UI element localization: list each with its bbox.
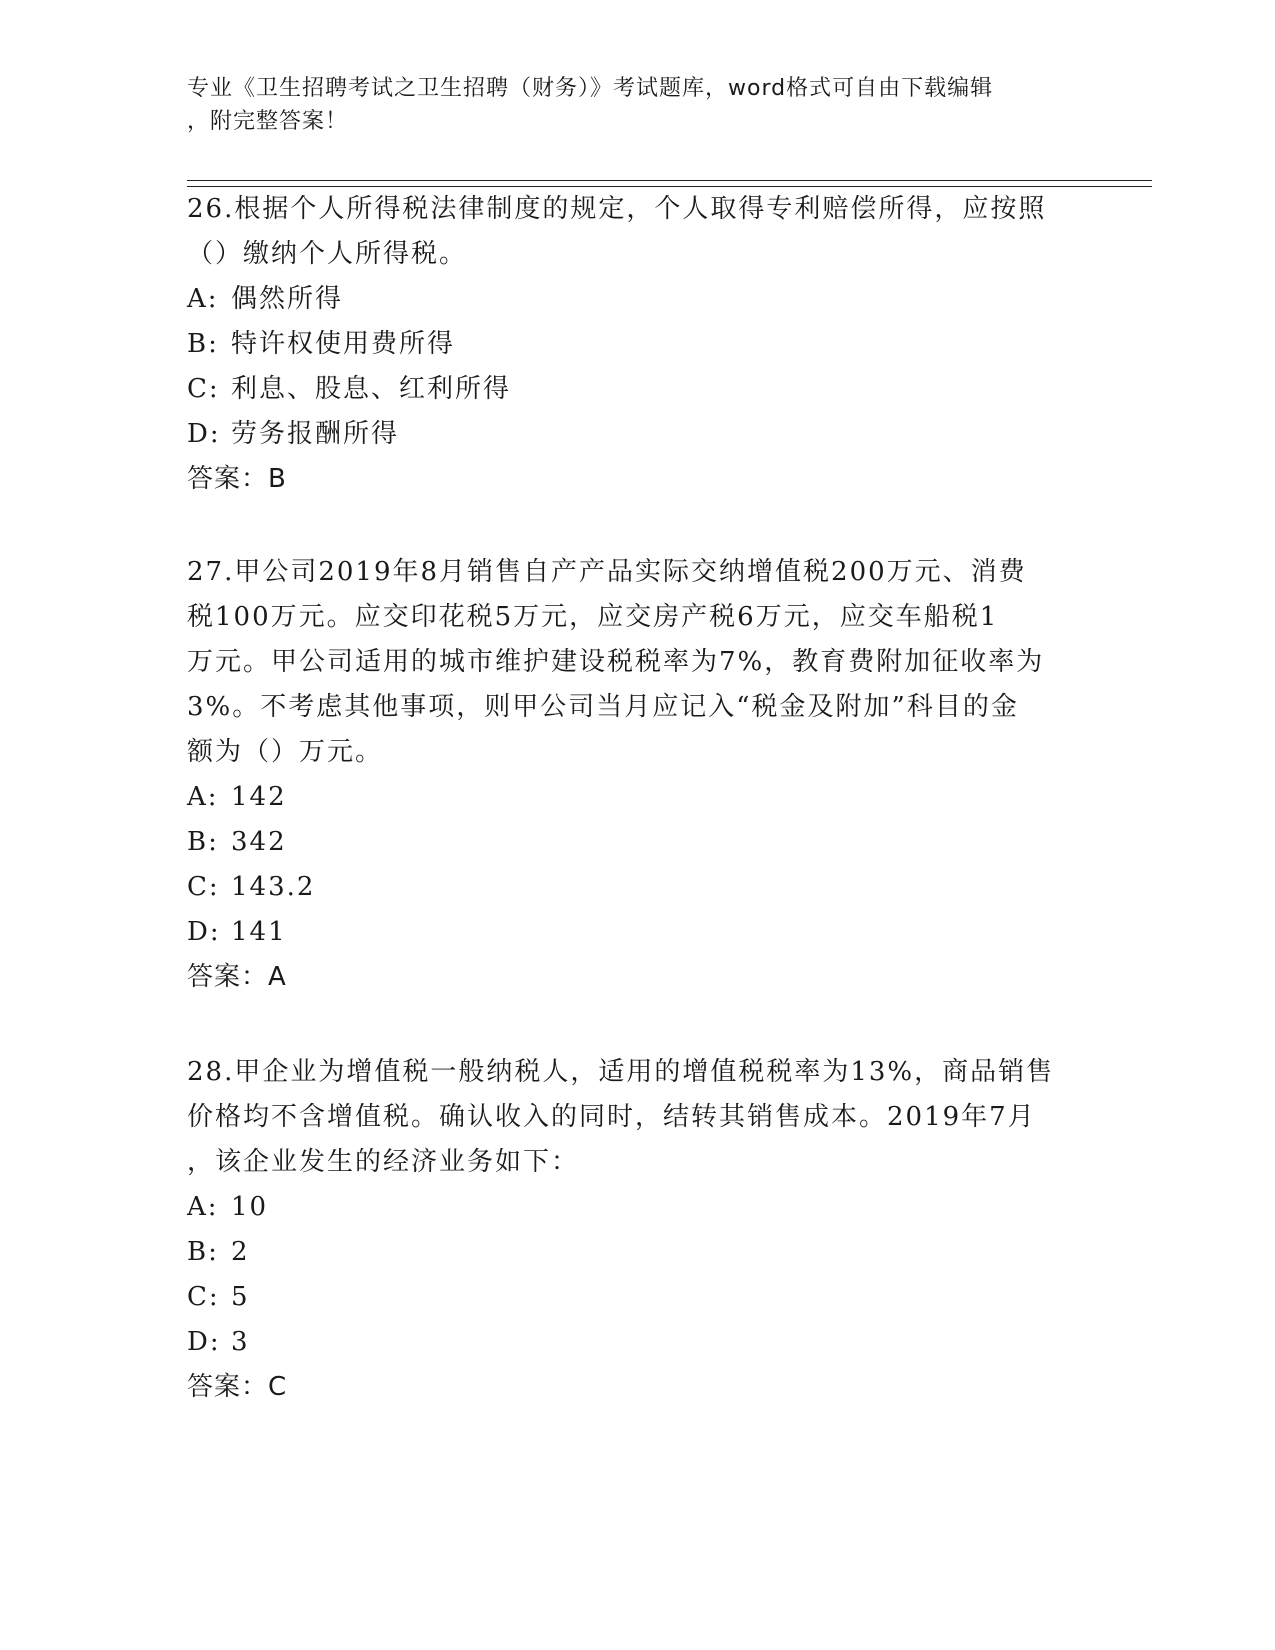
answer: 答案：C [187,1372,288,1402]
option-letter: D: [187,917,221,947]
option-d [187,1320,1067,1365]
option-d [187,412,1067,457]
question-text [187,187,1067,277]
option-letter: D: [187,1327,221,1357]
option-a [187,277,1067,322]
option-text: 141 [231,917,287,947]
option-letter: C: [187,374,220,404]
option-b [187,322,1067,367]
question-line: （）缴纳个人所得税。 [187,239,468,269]
question-line: 27.甲公司2019年8月销售自产产品实际交纳增值税200万元、消费 [187,557,1027,587]
header-line-2: ，附完整答案！ [187,109,349,134]
option-c [187,367,1067,412]
option-text: 3 [231,1327,250,1357]
option-letter: A: [187,782,219,812]
question-text [187,550,1067,775]
option-c [187,1275,1067,1320]
option-letter: A: [187,284,219,314]
option-letter: B: [187,1237,219,1267]
question-line: 3%。不考虑其他事项，则甲公司当月应记入“税金及附加”科目的金 [187,692,1019,722]
option-letter: C: [187,872,220,902]
question-27 [187,550,1067,1000]
option-letter: B: [187,827,219,857]
option-text: 特许权使用费所得 [231,329,456,359]
option-text: 10 [231,1192,269,1222]
option-letter: B: [187,329,219,359]
option-b [187,1230,1067,1275]
question-line: 28.甲企业为增值税一般纳税人，适用的增值税税率为13%，商品销售 [187,1057,1055,1087]
option-text: 利息、股息、红利所得 [231,374,512,404]
answer: 答案：B [187,464,287,494]
header-line-1: 专业《卫生招聘考试之卫生招聘（财务）》考试题库，word格式可自由下载编辑 [187,76,994,101]
question-line: 万元。甲公司适用的城市维护建设税税率为7%，教育费附加征收率为 [187,647,1045,677]
option-d [187,910,1067,955]
question-line: 价格均不含增值税。确认收入的同时，结转其销售成本。2019年7月 [187,1102,1036,1132]
option-text: 2 [231,1237,250,1267]
question-26 [187,187,1067,502]
option-b [187,820,1067,865]
header-divider-top [187,180,1152,181]
option-letter: D: [187,419,221,449]
answer: 答案：A [187,962,287,992]
option-text: 偶然所得 [231,284,344,314]
option-letter: C: [187,1282,220,1312]
option-text: 劳务报酬所得 [231,419,400,449]
question-line: ，该企业发生的经济业务如下： [187,1147,580,1177]
question-line: 税100万元。应交印花税5万元，应交房产税6万元，应交车船税1 [187,602,999,632]
question-line: 26.根据个人所得税法律制度的规定，个人取得专利赔偿所得，应按照 [187,194,1047,224]
option-text: 143.2 [231,872,316,902]
question-line: 额为（）万元。 [187,737,384,767]
question-28 [187,1050,1067,1410]
question-text [187,1050,1067,1185]
option-letter: A: [187,1192,219,1222]
option-text: 5 [231,1282,250,1312]
option-c [187,865,1067,910]
option-a [187,775,1067,820]
option-text: 142 [231,782,287,812]
option-a [187,1185,1067,1230]
option-text: 342 [231,827,287,857]
document-header [187,72,1067,138]
